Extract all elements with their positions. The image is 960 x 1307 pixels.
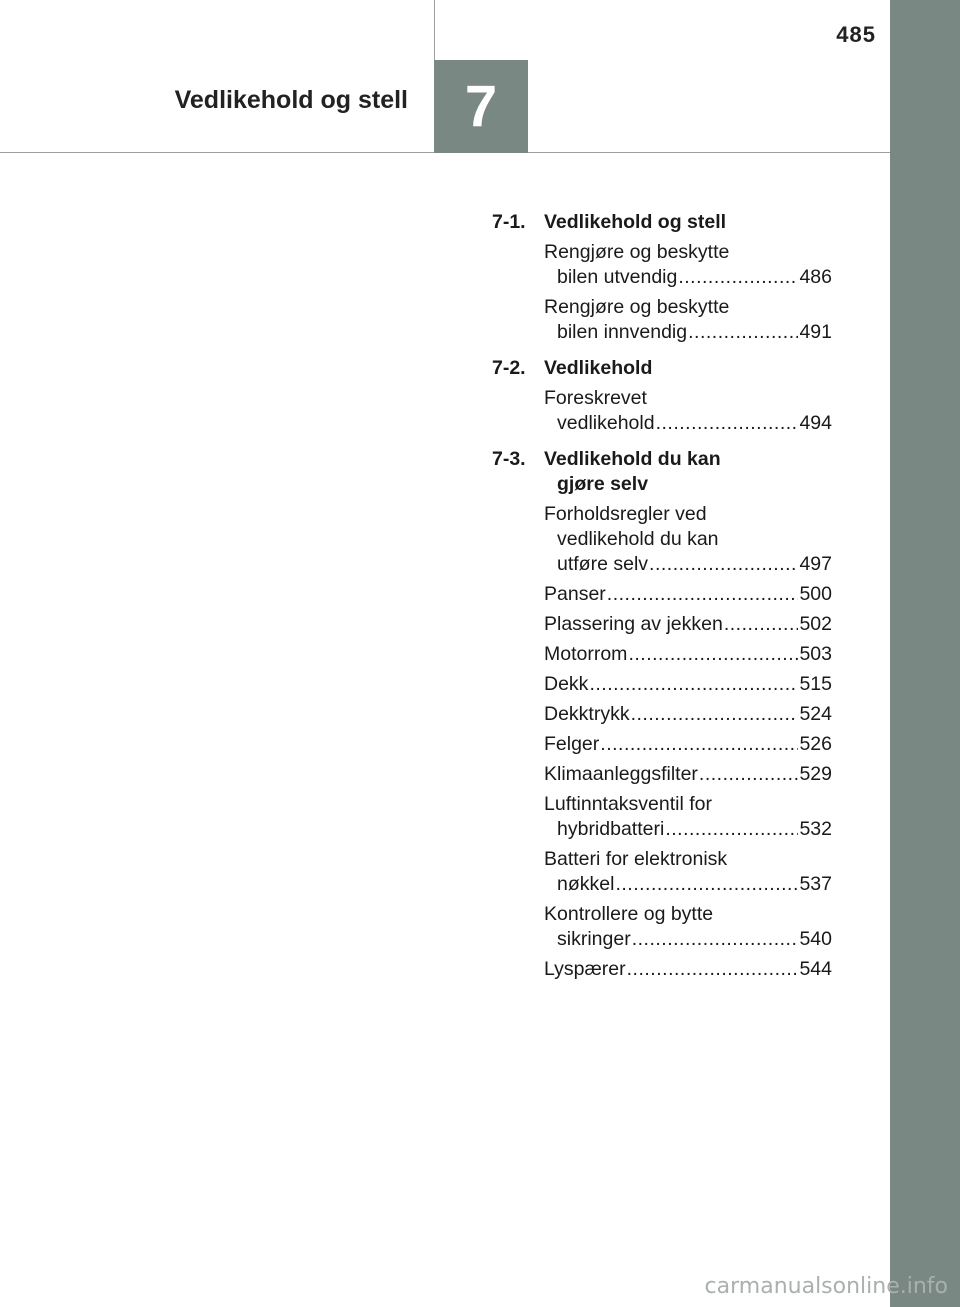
toc-entry[interactable] bbox=[544, 847, 832, 897]
toc-leader-dots bbox=[627, 957, 799, 982]
toc-entry-page: 537 bbox=[799, 873, 832, 895]
toc-leader-dots bbox=[607, 582, 799, 607]
toc-section bbox=[492, 447, 832, 982]
toc-section bbox=[492, 210, 832, 345]
toc-entry-text: Foreskrevet bbox=[544, 387, 647, 409]
toc-entry-text: Dekk bbox=[544, 673, 589, 695]
toc-entry[interactable] bbox=[544, 582, 832, 607]
toc-leader-dots bbox=[600, 732, 798, 757]
toc-entry-text: Forholdsregler ved bbox=[544, 503, 707, 525]
toc-entry-page: 515 bbox=[799, 673, 832, 695]
toc-leader-dots bbox=[724, 612, 799, 637]
toc-entry[interactable] bbox=[544, 792, 832, 842]
toc-leader-dots bbox=[688, 320, 798, 345]
toc-leader-dots bbox=[631, 702, 799, 727]
toc-entry-page: 540 bbox=[799, 928, 832, 950]
toc-entry-text: vedlikehold bbox=[557, 412, 655, 434]
toc-entry-page: 544 bbox=[799, 958, 832, 980]
toc-section-number: 7-3. bbox=[492, 448, 526, 470]
toc-leader-dots bbox=[665, 817, 798, 842]
toc-entry-page: 526 bbox=[799, 733, 832, 755]
toc-entry-text: hybridbatteri bbox=[557, 818, 665, 840]
chapter-number: 7 bbox=[464, 74, 498, 139]
toc-entries bbox=[492, 240, 832, 345]
toc-leader-dots bbox=[632, 927, 799, 952]
toc-entry-page: 494 bbox=[799, 412, 832, 434]
toc-entry[interactable] bbox=[544, 732, 832, 757]
toc-entry-text: Klimaanleggsfilter bbox=[544, 763, 698, 785]
toc-entry[interactable] bbox=[544, 386, 832, 436]
chapter-number-tab bbox=[434, 60, 528, 153]
toc-entry-text: Motorrom bbox=[544, 643, 628, 665]
toc-section-heading[interactable] bbox=[492, 210, 832, 235]
toc-section-title-line: gjøre selv bbox=[557, 473, 649, 495]
toc-entry-text: Lyspærer bbox=[544, 958, 626, 980]
toc-entry[interactable] bbox=[544, 957, 832, 982]
header-divider-vertical bbox=[434, 0, 435, 60]
chapter-side-bar bbox=[890, 0, 960, 1307]
toc-leader-dots bbox=[615, 872, 798, 897]
toc-entry-text: bilen innvendig bbox=[557, 321, 688, 343]
toc-section-heading[interactable] bbox=[492, 447, 832, 497]
toc-entry-page: 503 bbox=[799, 643, 832, 665]
chapter-title: Vedlikehold og stell bbox=[174, 86, 408, 114]
toc-entry-text: Panser bbox=[544, 583, 606, 605]
toc-entry-text: Plassering av jekken bbox=[544, 613, 723, 635]
toc-entry-text: Rengjøre og beskytte bbox=[544, 296, 730, 318]
toc-entry-page: 500 bbox=[799, 583, 832, 605]
toc-entry[interactable] bbox=[544, 240, 832, 290]
toc-leader-dots bbox=[656, 411, 799, 436]
toc-entry-page: 532 bbox=[799, 818, 832, 840]
toc-leader-dots bbox=[699, 762, 799, 787]
toc-entry[interactable] bbox=[544, 295, 832, 345]
toc-entry-text: Batteri for elektronisk bbox=[544, 848, 728, 870]
toc-entry-text: Kontrollere og bytte bbox=[544, 903, 714, 925]
toc-leader-dots bbox=[628, 642, 798, 667]
toc-entry-page: 486 bbox=[799, 266, 832, 288]
toc-section-number: 7-2. bbox=[492, 357, 526, 379]
toc-entry-page: 491 bbox=[799, 321, 832, 343]
toc-section bbox=[492, 356, 832, 436]
toc-entry-text: vedlikehold du kan bbox=[557, 528, 719, 550]
toc-entry[interactable] bbox=[544, 642, 832, 667]
toc-entry-text: nøkkel bbox=[557, 873, 615, 895]
page-number: 485 bbox=[836, 22, 876, 47]
toc-entries bbox=[492, 386, 832, 436]
toc-section-heading[interactable] bbox=[492, 356, 832, 381]
toc-entry[interactable] bbox=[544, 502, 832, 577]
toc-entry[interactable] bbox=[544, 672, 832, 697]
toc-entry-text: Felger bbox=[544, 733, 600, 755]
toc-section-title-line: Vedlikehold og stell bbox=[544, 211, 727, 233]
toc-section-number: 7-1. bbox=[492, 211, 526, 233]
toc-entry-text: sikringer bbox=[557, 928, 631, 950]
toc-entry-page: 524 bbox=[799, 703, 832, 725]
toc-leader-dots bbox=[678, 265, 798, 290]
watermark: carmanualsonline.info bbox=[704, 1274, 948, 1299]
toc-entry-page: 502 bbox=[799, 613, 832, 635]
toc-section-title-line: Vedlikehold bbox=[544, 357, 653, 379]
toc-leader-dots bbox=[649, 552, 798, 577]
toc-section-title bbox=[544, 356, 832, 381]
toc-section-title-line: Vedlikehold du kan bbox=[544, 448, 721, 470]
toc-entry-text: Dekktrykk bbox=[544, 703, 630, 725]
toc-entry[interactable] bbox=[544, 902, 832, 952]
toc-section-title bbox=[544, 447, 832, 497]
toc-entry-text: utføre selv bbox=[557, 553, 649, 575]
toc-entry-page: 497 bbox=[799, 553, 832, 575]
toc-section-title bbox=[544, 210, 832, 235]
toc-entry-text: Luftinntaksventil for bbox=[544, 793, 713, 815]
toc-entry[interactable] bbox=[544, 762, 832, 787]
toc-entry-text: bilen utvendig bbox=[557, 266, 678, 288]
toc-entry-page: 529 bbox=[799, 763, 832, 785]
table-of-contents bbox=[492, 210, 832, 993]
toc-entry[interactable] bbox=[544, 702, 832, 727]
toc-leader-dots bbox=[589, 672, 798, 697]
toc-entries bbox=[492, 502, 832, 982]
toc-entry-text: Rengjøre og beskytte bbox=[544, 241, 730, 263]
toc-entry[interactable] bbox=[544, 612, 832, 637]
